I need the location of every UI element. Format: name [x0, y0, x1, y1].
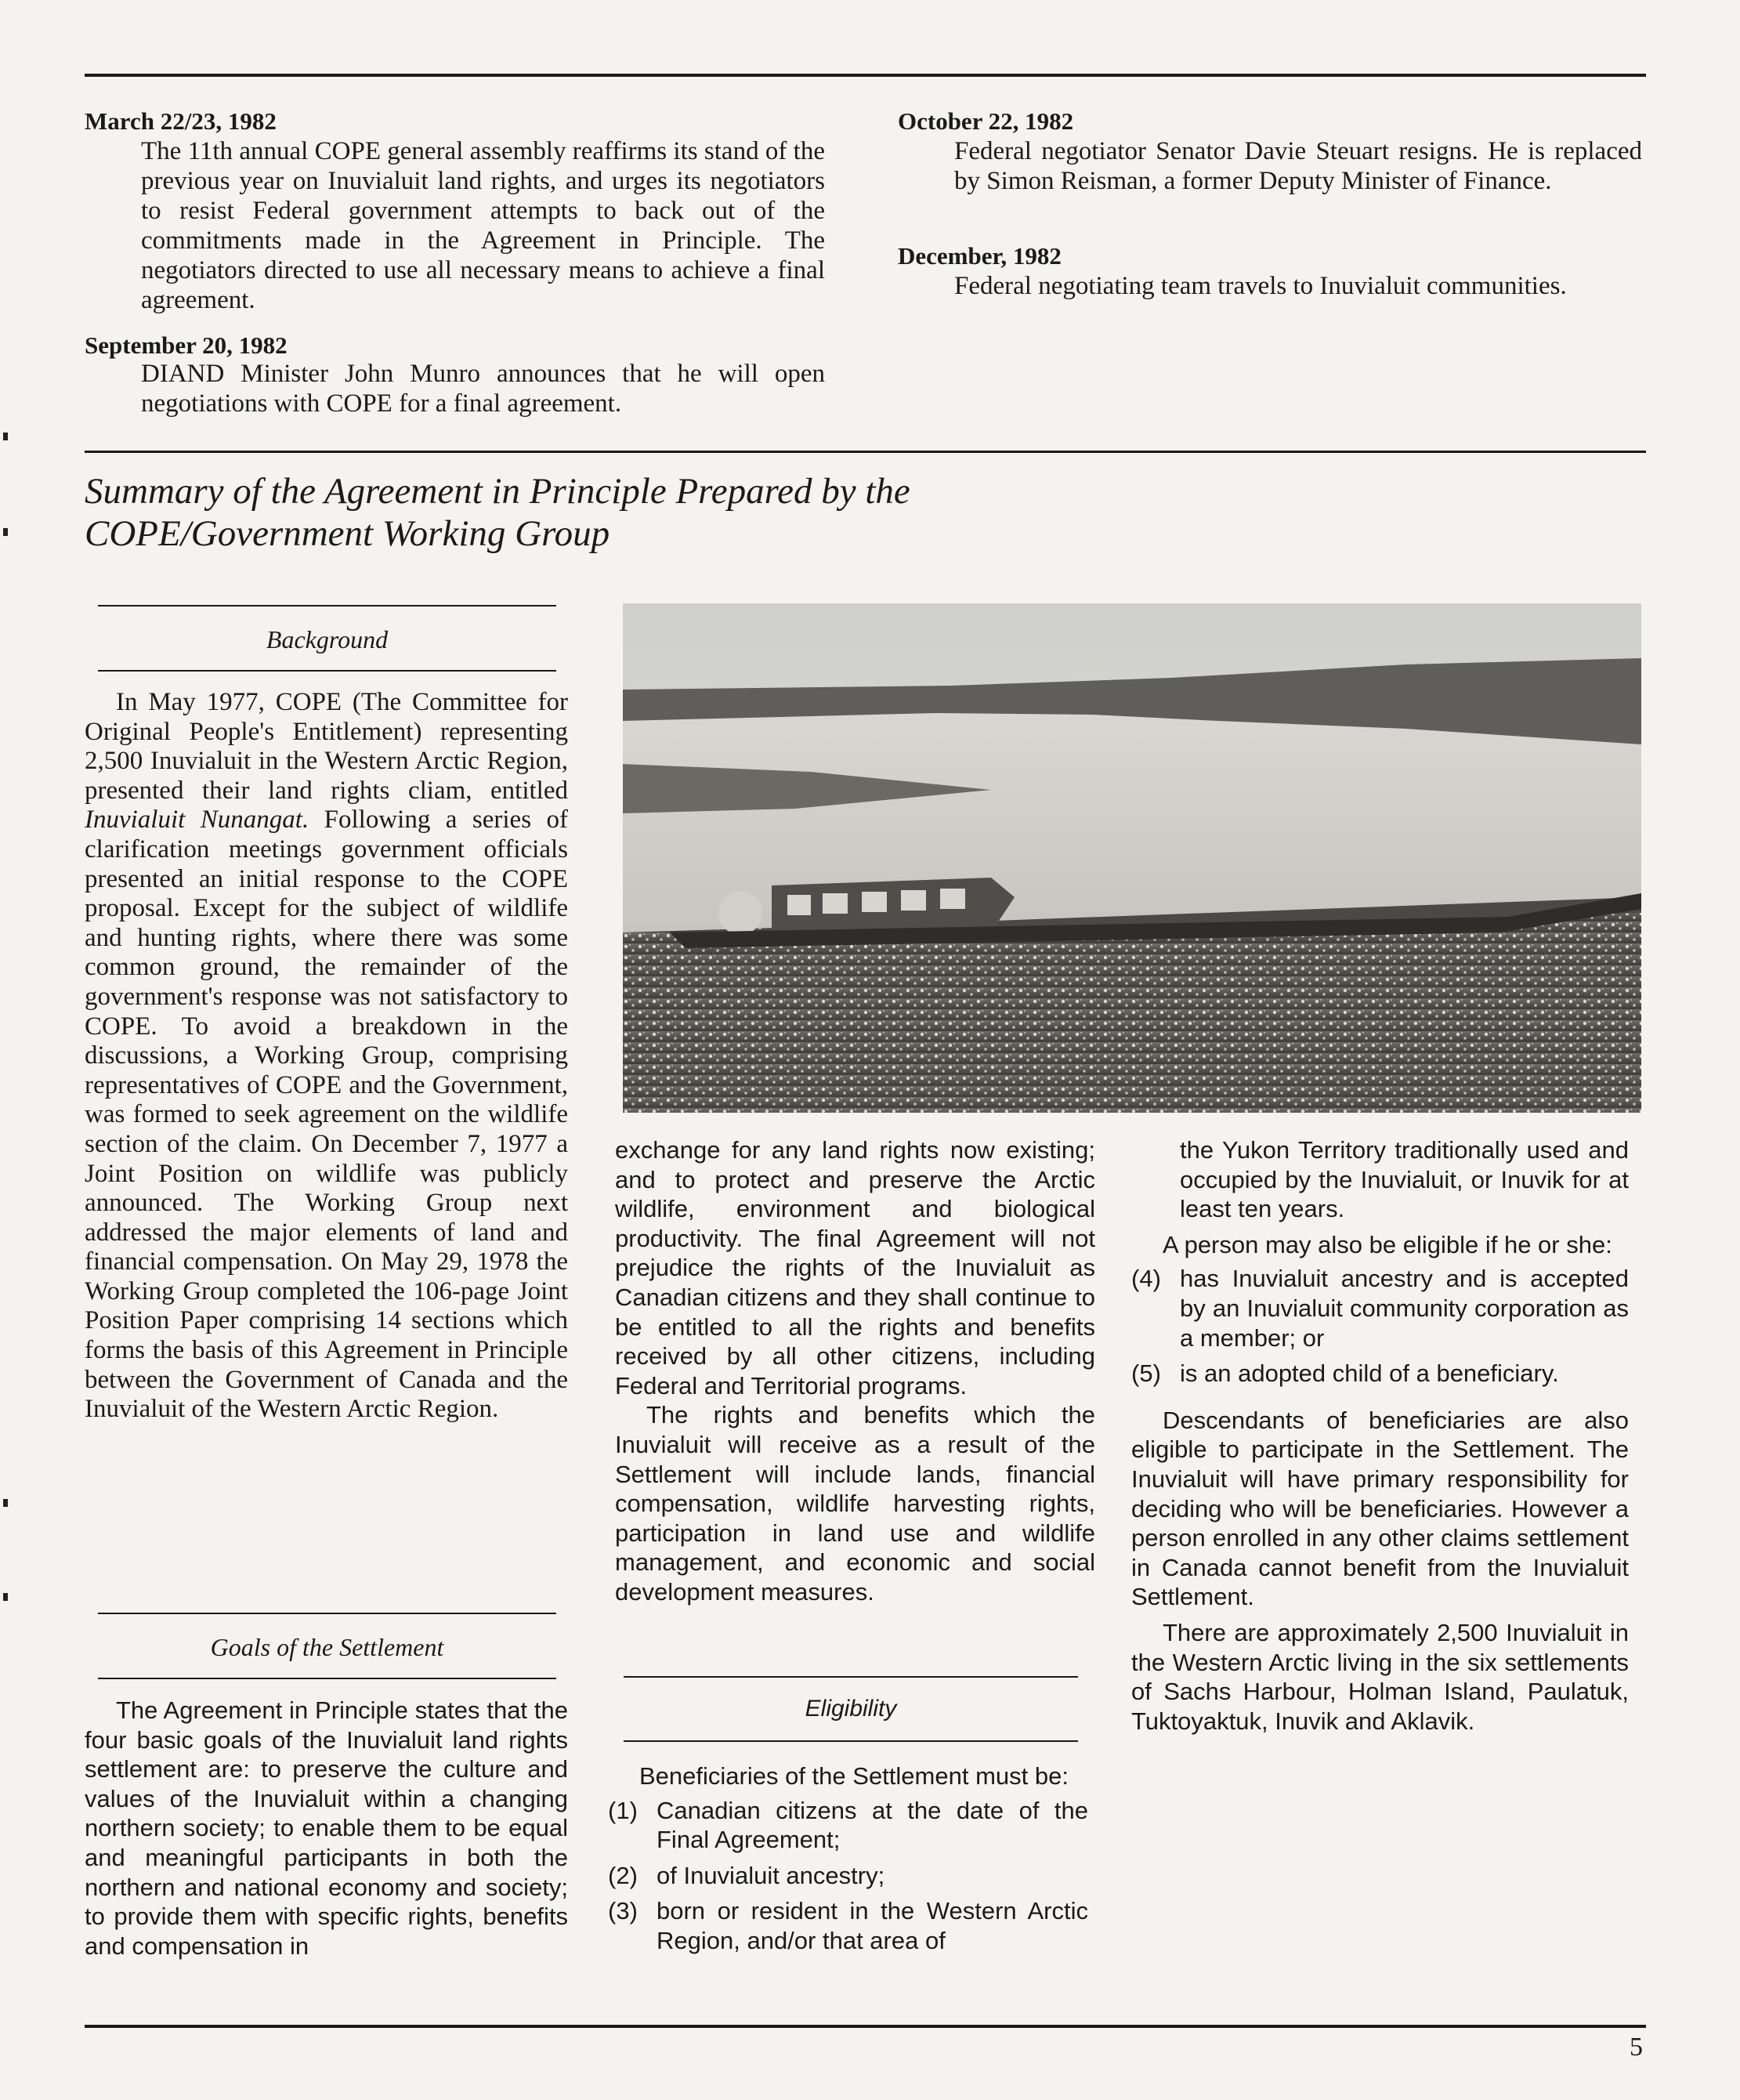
goals-heading: Goals of the Settlement: [210, 1633, 444, 1661]
eligibility-list: [608, 1796, 1088, 1956]
right-paragraph: There are approximately 2,500 Inuvialuit in the Western Arctic living in the six settlements of Sachs Harbour, Holman Island, Paulatuk, Tuktoyaktuk, Inuvik and Aklavik.: [1131, 1618, 1629, 1735]
list-item: (1) Canadian citizens at the date of the Final Agreement;: [608, 1796, 1088, 1854]
heading-rule: [98, 1678, 556, 1679]
tundra-boat-photo: [623, 603, 1641, 1113]
background-body: [85, 688, 568, 1425]
heading-rule: [98, 605, 556, 606]
heading-rule: [98, 1613, 556, 1614]
article-title-line: COPE/Government Working Group: [85, 513, 610, 554]
article-title: [85, 470, 1181, 555]
middle-paragraph: The rights and benefits which the Inuvialuit will receive as a result of the Settlement will include lands, financial compensation, wildlife harvesting rights, participation in land use and wildlife management, and economic and social development measures.: [615, 1401, 1095, 1606]
chronology-entry: Federal negotiating team travels to Inuvialuit communities.: [954, 272, 1567, 300]
chronology-entry: The 11th annual COPE general assembly reaffirms its stand of the previous year on Inuvialuit land rights, and urges its negotiators to resist Federal government attempts to back out of the commitments made in the Agreement in Principle. The negotiators directed to use all necessary means to achieve a final agreement.: [141, 137, 825, 314]
chronology-entry: DIAND Minister John Munro announces that he will open negotiations with COPE for a final agreement.: [141, 360, 825, 418]
list-item: (2) of Inuvialuit ancestry;: [608, 1861, 885, 1889]
article-title-line: Summary of the Agreement in Principle Prepared by the: [85, 471, 910, 512]
section-rule: [85, 451, 1646, 453]
background-heading: Background: [266, 625, 389, 654]
photo-graphic: [623, 603, 1641, 1113]
heading-rule: [624, 1740, 1078, 1742]
margin-mark: [3, 1593, 8, 1601]
goals-body: [85, 1696, 568, 1961]
margin-mark: [3, 433, 8, 440]
margin-mark: [3, 528, 8, 536]
right-paragraph: Descendants of beneficiaries are also eligible to participate in the Settlement. The Inuvialuit will have primary responsibility for deciding who will be beneficiaries. However a person enrolled in any other claims settlement in Canada cannot benefit from the Inuvialuit Settlement.: [1131, 1406, 1629, 1611]
chronology-date: October 22, 1982: [898, 107, 1074, 135]
background-text: Following a series of clarification meetings government officials presented an initial response to the COPE proposal. Except for the subject of wildlife and hunting rights, where there was some common ground, the remainder of the government's response was not satisfactory to COPE. To avoid a breakdown in the discussions, a Working Group, comprising representatives of COPE and the Government, was formed to seek agreement on the wildlife section of the claim. On December 7, 1977 a Joint Position on wildlife was publicly announced. The Working Group next addressed the major elements of land and financial compensation. On May 29, 1978 the Working Group completed the 106-page Joint Position Paper comprising 14 sections which forms the basis of this Agreement in Principle between the Government of Canada and the Inuvialuit of the Western Arctic Region.: [85, 806, 568, 1424]
background-text: In May 1977, COPE (The Committee for Original People's Entitlement) representing 2,500 Inuvialuit in the Western Arctic Region, presented their land rights cliam, entitled: [85, 688, 568, 805]
list-item: (3) born or resident in the Western Arctic Region, and/or that area of: [608, 1897, 1088, 1954]
claim-title: Inuvialuit Nunangat.: [85, 806, 309, 835]
eligibility-list-2: [1131, 1264, 1629, 1388]
eligibility-continued: the Yukon Territory traditionally used and occupied by the Inuvialuit, or Inuvik for at least ten years.: [1180, 1136, 1629, 1223]
margin-mark: [3, 1499, 8, 1507]
eligibility-body: [608, 1761, 1088, 1964]
list-item: (5) is an adopted child of a beneficiary.: [1131, 1360, 1559, 1388]
top-rule: [85, 74, 1646, 77]
middle-body: [615, 1135, 1095, 1607]
heading-rule: [98, 670, 556, 672]
eligibility-heading: Eligibility: [805, 1696, 897, 1722]
middle-paragraph: exchange for any land rights now existing; and to protect and preserve the Arctic wildlife, environment and biological productivity. The final Agreement will not prejudice the rights of the Inuvialuit as Canadian citizens and they shall continue to be entitled to all the rights and benefits received by all other citizens, including Federal and Territorial programs.: [615, 1136, 1095, 1399]
list-item: (4) has Inuvialuit ancestry and is accepted by an Inuvialuit community corporation as a member; or: [1131, 1265, 1629, 1352]
chronology-date: September 20, 1982: [85, 331, 288, 359]
bottom-rule: [85, 2025, 1646, 2028]
eligibility-intro: Beneficiaries of the Settlement must be:: [639, 1762, 1069, 1790]
chronology-date: March 22/23, 1982: [85, 107, 277, 135]
page-number: 5: [1630, 2033, 1643, 2062]
right-body: [1131, 1135, 1629, 1736]
eligibility-also: A person may also be eligible if he or she:: [1163, 1230, 1612, 1258]
goals-text: The Agreement in Principle states that the four basic goals of the Inuvialuit land rights settlement are: to preserve the culture and values of the Inuvialuit within a changing northern society; to enable them to be equal and meaningful participants in both the northern and national economy and society; to provide them with specific rights, benefits and compensation in: [85, 1696, 568, 1960]
chronology-date: December, 1982: [898, 242, 1062, 270]
heading-rule: [624, 1676, 1078, 1678]
chronology-entry: Federal negotiator Senator Davie Steuart resigns. He is replaced by Simon Reisman, a former Deputy Minister of Finance.: [954, 137, 1642, 195]
